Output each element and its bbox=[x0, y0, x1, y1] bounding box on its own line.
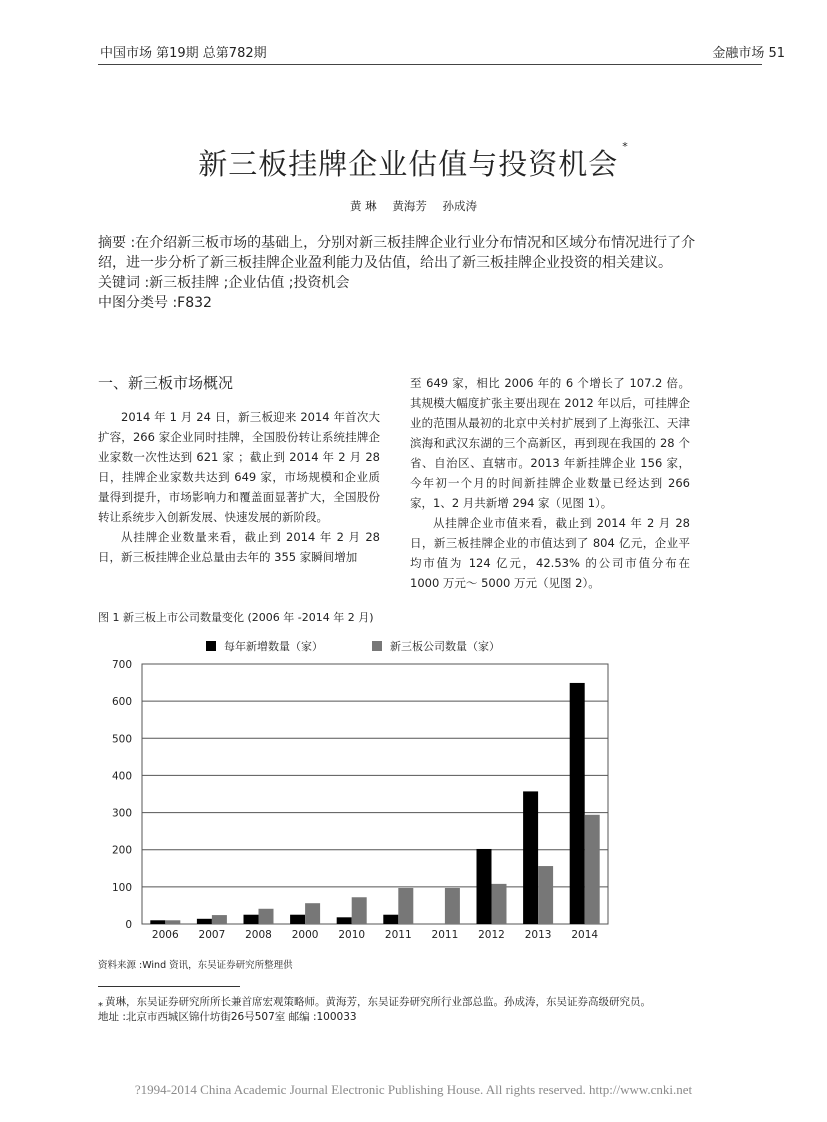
bar-total-companies bbox=[585, 815, 600, 924]
bar-new-listings bbox=[150, 920, 165, 924]
x-tick-label: 2014 bbox=[571, 929, 599, 941]
bar-total-companies bbox=[398, 888, 413, 924]
author-2: 黄海芳 bbox=[392, 199, 427, 213]
author-list bbox=[0, 198, 827, 214]
y-tick-label: 0 bbox=[125, 919, 132, 931]
y-tick-label: 400 bbox=[111, 770, 132, 783]
abstract-block bbox=[98, 233, 698, 313]
footnote-mark: * bbox=[98, 1001, 103, 1012]
x-tick-label: 2010 bbox=[338, 929, 366, 941]
y-tick-label: 600 bbox=[111, 696, 132, 709]
paragraph: 2014 年 1 月 24 日，新三板迎来 2014 年首次大扩容，266 家企业同时挂牌，全国股份转让系统挂牌企业家数一次性达到 621 家 ；截止到 2014 年 2 月 28 日，挂牌企业家数共达到 649 家，市场规模和企业质量得到提升，市场影响力和覆盖面显著扩大，全国股份转让系统步入创新发展、快速发展的新阶段。 bbox=[98, 410, 380, 524]
bar-new-listings bbox=[477, 849, 492, 924]
paragraph: 从挂牌企业市值来看，截止到 2014 年 2 月 28 日，新三板挂牌企业的市值达到了 804 亿元，企业平均市值为 124 亿元，42.53% 的公司市值分布在 1000 万元～ 5000 万元（见图 2）。 bbox=[410, 516, 690, 590]
bar-total-companies bbox=[212, 915, 227, 924]
left-column bbox=[98, 407, 380, 567]
paragraph: 从挂牌企业数量来看，截止到 2014 年 2 月 28 日，新三板挂牌企业总量由去年的 355 家瞬间增加 bbox=[98, 530, 380, 564]
x-tick-label: 2011 bbox=[384, 929, 412, 941]
bar-total-companies bbox=[165, 920, 180, 924]
bar-new-listings bbox=[570, 683, 585, 924]
bar-total-companies bbox=[352, 897, 367, 924]
copyright-notice: ?1994-2014 China Academic Journal Electronic Publishing House. All rights reserved. http://www.cnki.net bbox=[134, 1082, 693, 1097]
page-section-number: 金融市场 51 bbox=[712, 46, 785, 61]
header-divider bbox=[98, 64, 762, 65]
footnote-divider bbox=[98, 986, 240, 987]
x-tick-label: 2007 bbox=[198, 929, 226, 941]
footnote bbox=[98, 995, 651, 1025]
figure-caption: 图 1 新三板上市公司数量变化 (2006 年 -2014 年 2 月) bbox=[98, 611, 374, 624]
keywords: 关键词 :新三板挂牌 ;企业估值 ;投资机会 bbox=[98, 275, 350, 291]
author-address: 地址 :北京市西城区锦什坊街26号507室 邮编 :100033 bbox=[98, 1011, 357, 1023]
bar-new-listings bbox=[197, 919, 212, 924]
bar-new-listings bbox=[244, 915, 259, 924]
y-tick-label: 300 bbox=[111, 807, 132, 820]
y-tick-label: 700 bbox=[111, 659, 132, 671]
y-tick-label: 500 bbox=[111, 733, 132, 746]
article-title: 新三板挂牌企业估值与投资机会* bbox=[198, 140, 629, 181]
x-tick-label: 2012 bbox=[478, 929, 505, 941]
legend-label-new: 每年新增数量（家） bbox=[224, 640, 323, 653]
bar-new-listings bbox=[290, 915, 305, 924]
x-tick-label: 2011 bbox=[431, 929, 459, 941]
legend-label-total: 新三板公司数量（家） bbox=[390, 640, 500, 653]
legend-swatch-new bbox=[206, 641, 216, 651]
y-tick-label: 200 bbox=[111, 844, 132, 857]
bar-total-companies bbox=[305, 903, 320, 924]
bar-total-companies bbox=[445, 888, 460, 924]
author-3: 孙成涛 bbox=[442, 199, 477, 213]
x-tick-label: 2006 bbox=[151, 929, 179, 941]
paragraph: 至 649 家，相比 2006 年的 6 个增长了 107.2 倍。其规模大幅度扩张主要出现在 2012 年以后，可挂牌企业的范围从最初的北京中关村扩展到了上海张江、天津滨海和武汉东湖的三个高新区，再到现在我国的 28 个省、自治区、直辖市。2013 年新挂牌企业 156 家，今年初一个月的时间新挂牌企业数量已经达到 266 家，1、2 月共新增 294 家（见图 1）。 bbox=[410, 376, 690, 510]
y-tick-label: 100 bbox=[111, 881, 132, 894]
journal-issue: 中国市场 第19期 总第782期 bbox=[100, 46, 267, 61]
bar-new-listings bbox=[523, 791, 538, 924]
title-footnote-mark: * bbox=[622, 140, 629, 153]
bar-total-companies bbox=[492, 884, 507, 924]
x-tick-label: 2008 bbox=[245, 929, 272, 941]
right-column bbox=[410, 373, 690, 593]
bar-total-companies bbox=[259, 909, 274, 924]
author-1: 黄 琳 bbox=[350, 199, 377, 213]
section-heading: 一、新三板市场概况 bbox=[98, 374, 234, 392]
abstract-text: 摘要 :在介绍新三板市场的基础上，分别对新三板挂牌企业行业分布情况和区域分布情况进行了介绍，进一步分析了新三板挂牌企业盈利能力及估值，给出了新三板挂牌企业投资的相关建议。 bbox=[98, 235, 696, 271]
bar-chart bbox=[98, 655, 628, 945]
classification-number: 中图分类号 :F832 bbox=[98, 295, 212, 311]
legend-item-new bbox=[206, 638, 323, 654]
figure-source: 资料来源 :Wind 资讯，东吴证券研究所整理供 bbox=[98, 960, 293, 971]
author-bios: 黄琳，东吴证券研究所所长兼首席宏观策略师。黄海芳，东吴证券研究所行业部总监。孙成涛，东吴证券高级研究员。 bbox=[105, 996, 651, 1008]
x-tick-label: 2000 bbox=[291, 929, 319, 941]
bar-new-listings bbox=[337, 917, 352, 924]
legend-swatch-total bbox=[372, 641, 382, 651]
bar-new-listings bbox=[383, 915, 398, 924]
legend-item-total bbox=[372, 638, 500, 654]
bar-total-companies bbox=[538, 866, 553, 924]
x-tick-label: 2013 bbox=[524, 929, 552, 941]
